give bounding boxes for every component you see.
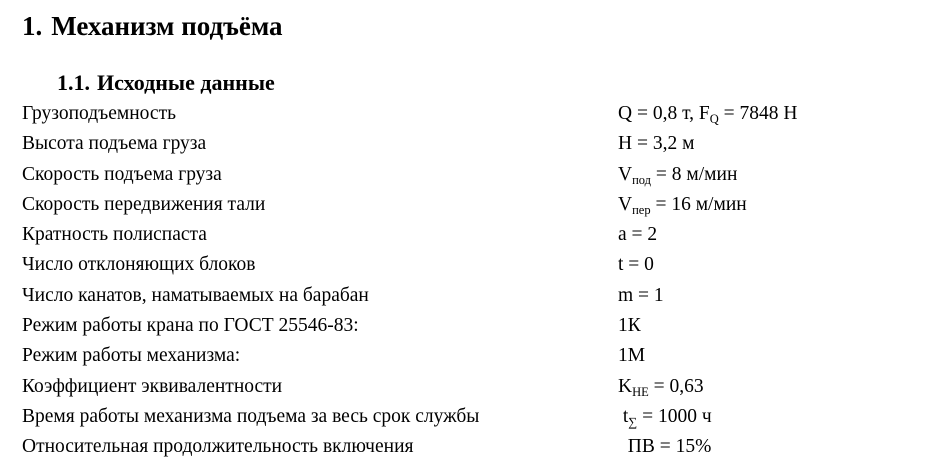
param-label: Относительная продолжительность включения [22,436,414,458]
param-value: 1М [618,345,646,367]
param-row-load-capacity [0,99,931,129]
param-row-pulley-ratio [0,220,931,250]
param-label: Режим работы механизма: [22,345,241,367]
subsection-heading [57,68,275,98]
param-value: m = 1 [618,284,664,306]
param-label: Скорость передвижения тали [22,193,266,215]
param-value: $t_\sum = 1000$ ч [618,405,712,429]
parameter-list [0,99,931,463]
subsection-number: 1.1. [57,70,90,95]
param-value: $V_{под} = 8$ м/мин [618,163,738,187]
section-title: Механизм подъёма [51,11,283,41]
param-row-mechanism-mode [0,341,931,371]
param-value: 1К [618,315,641,337]
section-heading [22,8,283,44]
param-value: а = 2 [618,224,658,246]
param-value: Н = 3,2 м [618,133,695,155]
param-row-deflecting-blocks [0,250,931,280]
param-label: Коэффициент эквивалентности [22,375,283,397]
param-label: Число отклоняющих блоков [22,254,256,276]
param-row-equivalence-coefficient [0,372,931,402]
param-row-crane-mode [0,311,931,341]
param-row-lift-height [0,129,931,159]
param-label: Число канатов, наматываемых на барабан [22,284,369,306]
param-label: Режим работы крана по ГОСТ 25546-83: [22,315,359,337]
param-label: Скорость подъема груза [22,163,222,185]
section-number: 1. [22,11,43,41]
param-value: ПВ = 15% [618,436,712,458]
param-row-duty-cycle [0,432,931,462]
subsection-title: Исходные данные [97,70,275,95]
param-row-travel-speed [0,190,931,220]
param-row-ropes-count [0,281,931,311]
param-value: $K_{HE} = 0,63$ [618,375,704,399]
param-value: t = 0 [618,254,654,276]
param-label: Кратность полиспаста [22,224,207,246]
param-row-service-time [0,402,931,432]
param-label: Грузоподъемность [22,103,176,124]
param-value: $V_{пер} = 16$ м/мин [618,193,747,217]
param-label: Время работы механизма подъема за весь срок службы [22,405,480,427]
param-value: Q = 0,8 т, $F_Q = 7848$ Н [618,103,798,126]
param-label: Высота подъема груза [22,133,207,155]
param-row-lift-speed [0,160,931,190]
